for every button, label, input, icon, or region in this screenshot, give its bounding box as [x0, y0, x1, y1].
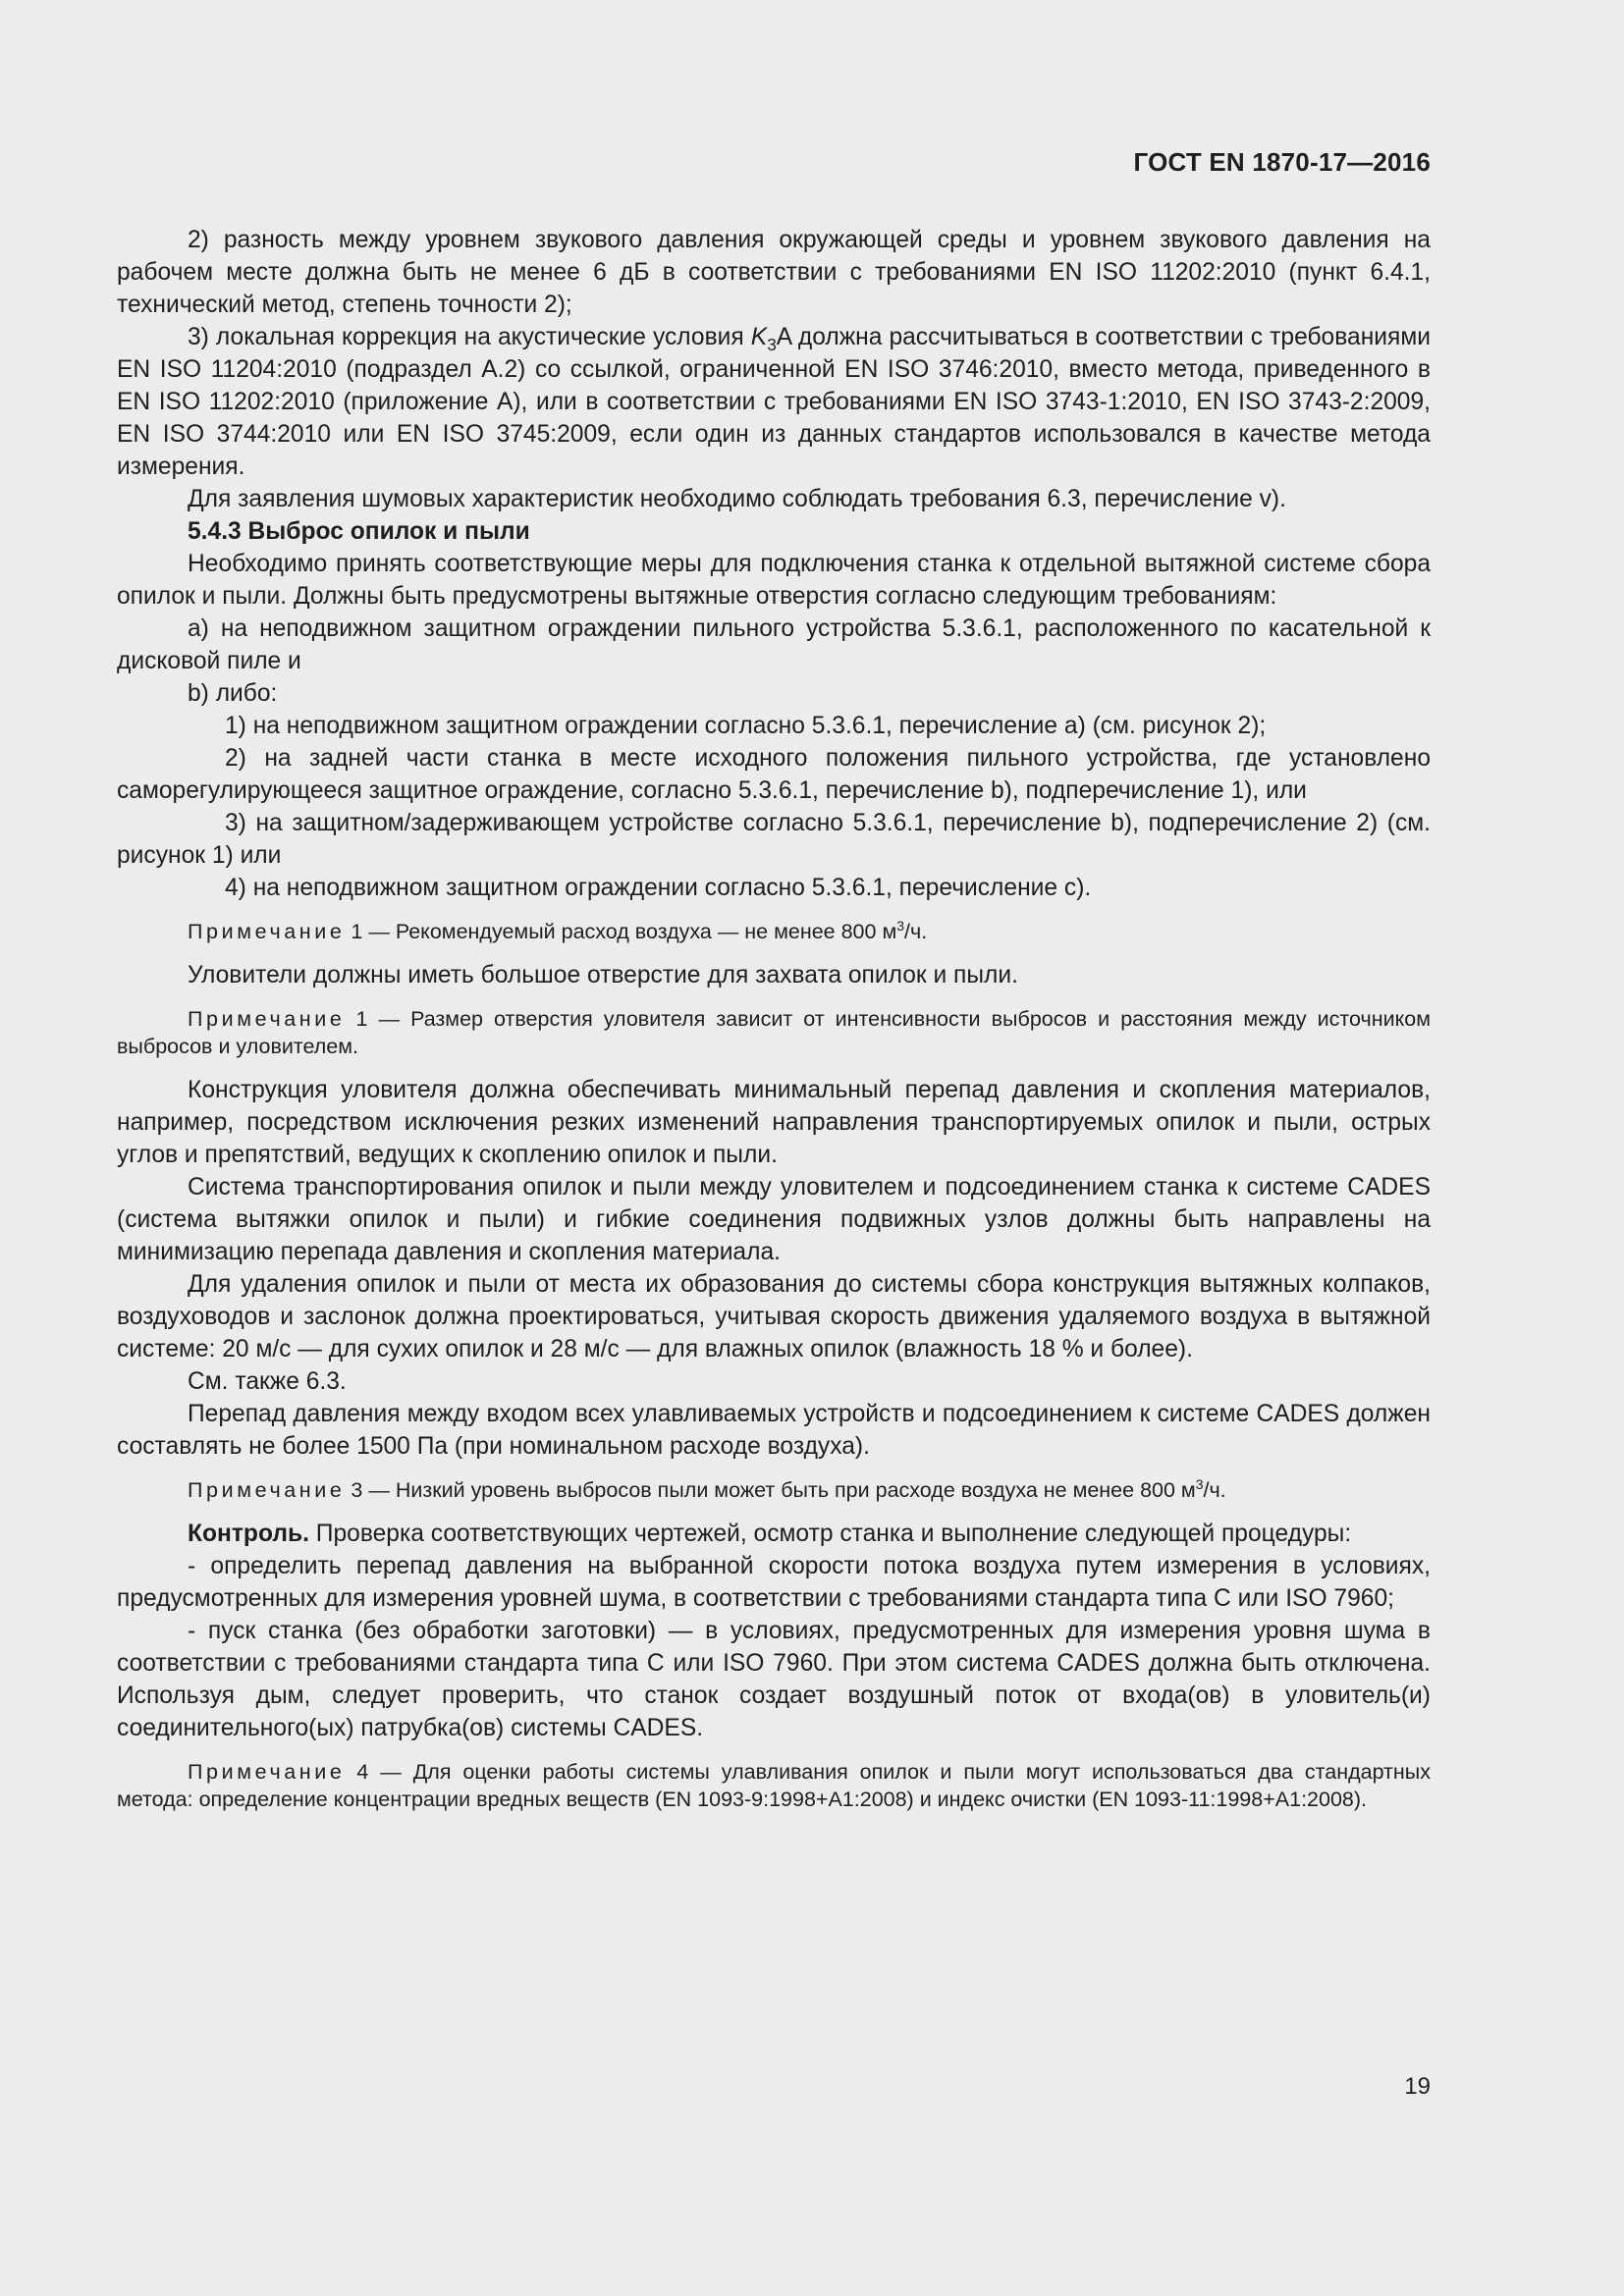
bold-label: Контроль. [188, 1521, 309, 1547]
note-text: 4 — Для оценки работы системы улавливания опилок и пыли могут использоваться два стандартных метода: определение концентрации вредных веществ (EN 1093-9:1998+A1:2008) и индекс очистки (EN 1093-11:1998+A1:2008). [117, 1760, 1431, 1811]
note [117, 918, 1431, 945]
paragraph: Конструкция уловителя должна обеспечивать минимальный перепад давления и скопления материалов, например, посредством исключения резких изменений направления транспортируемых опилок и пыли, острых углов и препятствий, ведущих к скоплению опилок и пыли. [117, 1077, 1431, 1168]
paragraph: 2) разность между уровнем звукового давления окружающей среды и уровнем звукового давления на рабочем месте должна быть не менее 6 дБ в соответствии с требованиями EN ISO 11202:2010 (пункт 6.4.1, технический метод, степень точности 2); [117, 227, 1431, 318]
paragraph: См. также 6.3. [188, 1368, 347, 1395]
note-text: 1 — Рекомендуемый расход воздуха — не менее 800 м [345, 920, 897, 943]
section-heading-text: 5.4.3 Выброс опилок и пыли [188, 518, 530, 545]
note-text: 3 — Низкий уровень выбросов пыли может быть при расходе воздуха не менее 800 м [345, 1478, 1196, 1502]
note-text: /ч. [1203, 1478, 1226, 1502]
note-text: /ч. [904, 920, 928, 943]
note [117, 1758, 1431, 1813]
note-label: Примечание [188, 1478, 346, 1502]
superscript: 3 [896, 917, 905, 934]
paragraph: Уловители должны иметь большое отверстие для захвата опилок и пыли. [188, 962, 1018, 988]
note [117, 1005, 1431, 1060]
list-item: a) на неподвижном защитном ограждении пильного устройства 5.3.6.1, расположенного по касательной к дисковой пиле и [117, 615, 1431, 674]
paragraph: Перепад давления между входом всех улавливаемых устройств и подсоединением к системе CADES должен составлять не более 1500 Па (при номинальном расходе воздуха). [117, 1401, 1431, 1460]
note-label: Примечание [188, 1007, 346, 1031]
list-item: 3) на защитном/задерживающем устройстве согласно 5.3.6.1, перечисление b), подперечисление 2) (см. рисунок 1) или [117, 810, 1431, 869]
list-item: 2) на задней части станка в месте исходного положения пильного устройства, где установлено саморегулирующееся защитное ограждение, согласно 5.3.6.1, перечисление b), подперечисление 1), или [117, 745, 1431, 804]
italic-symbol: K [750, 324, 768, 350]
text-span: Проверка соответствующих чертежей, осмотр станка и выполнение следующей процедуры: [308, 1521, 1352, 1547]
text-span: A должна рассчитываться в соответствии с требованиями EN ISO 11204:2010 (подраздел А.2) со ссылкой, ограниченной EN ISO 3746:2010, вместо метода, приведенного в EN ISO 11202:2010 (приложение А), или в соответствии с требованиями EN ISO 3743-1:2010, EN ISO 3743-2:2009, EN ISO 3744:2010 или EN ISO 3745:2009, если один из данных стандартов использовался в качестве метода измерения. [117, 324, 1431, 480]
subscript: 3 [767, 334, 777, 354]
page-number: 19 [1404, 2073, 1431, 2100]
paragraph: Для удаления опилок и пыли от места их образования до системы сбора конструкция вытяжных колпаков, воздуховодов и заслонок должна проектироваться, учитывая скорость движения удаляемого воздуха в вытяжной системе: 20 м/с — для сухих опилок и 28 м/с — для влажных опилок (влажность 18 % и более). [117, 1271, 1431, 1362]
paragraph: Для заявления шумовых характеристик необходимо соблюдать требования 6.3, перечисление v). [188, 486, 1286, 512]
note-label: Примечание [188, 920, 346, 943]
note-label: Примечание [188, 1760, 346, 1784]
superscript: 3 [1195, 1475, 1204, 1492]
list-item: 4) на неподвижном защитном ограждении согласно 5.3.6.1, перечисление c). [225, 875, 1092, 901]
document-body [117, 224, 1431, 1827]
list-item: - определить перепад давления на выбранной скорости потока воздуха путем измерения в условиях, предусмотренных для измерения уровней шума, в соответствии с требованиями стандарта типа C или ISO 7960; [117, 1553, 1431, 1612]
document-header: ГОСТ EN 1870-17—2016 [1133, 147, 1431, 177]
paragraph: Система транспортирования опилок и пыли между уловителем и подсоединением станка к системе CADES (система вытяжки опилок и пыли) и гибкие соединения подвижных узлов должны быть направлены на минимизацию перепада давления и скопления материала. [117, 1174, 1431, 1265]
paragraph: Необходимо принять соответствующие меры для подключения станка к отдельной вытяжной системе сбора опилок и пыли. Должны быть предусмотрены вытяжные отверстия согласно следующим требованиям: [117, 551, 1431, 610]
text-span: 3) локальная коррекция на акустические условия [188, 324, 751, 350]
list-item: b) либо: [188, 680, 278, 707]
paragraph [117, 321, 1431, 483]
note-text: 1 — Размер отверстия уловителя зависит от интенсивности выбросов и расстояния между источником выбросов и уловителем. [117, 1007, 1431, 1058]
paragraph [117, 1518, 1431, 1550]
section-heading [117, 515, 1431, 548]
note [117, 1476, 1431, 1504]
list-item: - пуск станка (без обработки заготовки) — в условиях, предусмотренных для измерения уровня шума в соответствии с требованиями стандарта типа C или ISO 7960. При этом система CADES должна быть отключена. Используя дым, следует проверить, что станок создает воздушный поток от входа(ов) в уловитель(и) соединительного(ых) патрубка(ов) системы CADES. [117, 1618, 1431, 1741]
list-item: 1) на неподвижном защитном ограждении согласно 5.3.6.1, перечисление a) (см. рисунок 2); [225, 713, 1267, 739]
